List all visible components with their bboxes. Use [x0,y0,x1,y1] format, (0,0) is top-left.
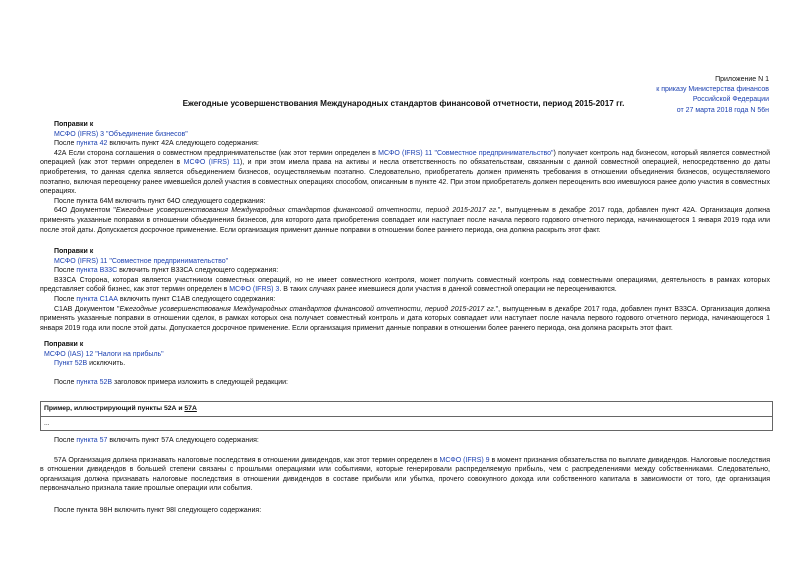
example-table-body: ... [44,420,50,427]
ifrs11-std-link[interactable]: МСФО (IFRS) 11 "Совместное предпринимательство" [54,257,229,265]
order-link[interactable]: к приказу Министерства финансов [656,86,769,94]
ifrs11-link[interactable]: МСФО (IFRS) 11 "Совместное предпринимательство" [378,149,554,157]
order-date-link[interactable]: от 27 марта 2018 года N 56н [676,106,769,114]
section-heading: Поправки к [44,341,84,348]
instruction-delete-52b: Пункт 52В исключить. [54,360,126,368]
instruction-example-title: После пункта 52В заголовок примера изложить в следующей редакции: [54,378,288,386]
instruction-64o: После пункта 64М включить пункт 64О следующего содержания: [54,197,266,205]
para-c1aa-link[interactable]: пункта С1АА [76,295,118,303]
para-52b-link[interactable]: Пункт 52В [54,360,88,368]
instruction-42a: После пункта 42 включить пункт 42А следующего содержания: [54,140,259,148]
ifrs11-link-2[interactable]: МСФО (IFRS) 11 [183,159,240,167]
federation-link[interactable]: Российской Федерации [692,96,769,104]
ifrs3-link[interactable]: МСФО (IFRS) 3 "Объединение бизнесов" [54,130,188,138]
para-57-link[interactable]: пункта 57 [76,437,108,444]
section-heading: Поправки к [54,248,94,255]
paragraph-42a: 42А Если сторона соглашения о совместном предпринимательстве (как этот термин определен в МСФО (IFRS) 11 "Совместное предпринимательство") получает контроль над бизнесом, который является совместной операцией (как этот термин определен в МСФО (IFRS) 11), и при этом имела права на активы и несла ответственность по обязательствам, связанным с данной совместной операцией, непосредственно до даты приобретения, то данная сделка является объединением бизнесов, осуществляемым поэтапно. Следовательно, приобретатель должен применять требования в отношении объединения бизнесов, осуществляемого поэтапно, включая переоценку ранее имевшейся долей участия в совместных операциях способом, описанным в пункте 42. При этом приобретатель должен переоценить всю имевшуюся ранее долю участия в совместных операциях. [40,149,771,196]
para-b33c-link[interactable]: пункта В33С [76,267,118,275]
section-ias12-cont [40,436,770,516]
section-ifrs3 [40,120,770,235]
para-42-link[interactable]: пункта 42 [76,140,108,148]
paragraph-c1ab: С1АВ Документом "Ежегодные усовершенствования Международных стандартов финансовой отчетности, период 2015-2017 гг.", выпущенным в декабре 2017 года, добавлен пункт В33СА. Организация должна применять указанные поправки в отношении сделок, в рамках которых она получает совместный контроль и дата которых совпадает или наступает после начала первого годового отчетного периода, начинающегося 1 января 2019 года или после этой даты. Допускается досрочное применение. Если организация применит данные поправки в отношении более раннего периода, она должна раскрыть этот факт. [40,305,770,332]
appendix-header [656,75,769,116]
section-ias12 [40,340,770,387]
instruction-98i: После пункта 98Н включить пункт 98I следующего содержания: [54,506,262,514]
ias12-link[interactable]: МСФО (IAS) 12 "Налоги на прибыль" [44,350,164,358]
section-heading: Поправки к [54,121,94,128]
instruction-b33ca: После пункта В33С включить пункт В33СА следующего содержания: [54,267,279,275]
paragraph-64o: 64О Документом "Ежегодные усовершенствования Международных стандартов финансовой отчетности, период 2015-2017 гг.", выпущенным в декабре 2017 года, добавлен пункт 42А. Организация должна применять указанные поправки в отношении объединения бизнесов, для которого дата приобретения совпадает или наступает после начала первого годового отчетного периода, начинающегося 1 января 2019 года или после этой даты. Допускается досрочное применение. Если организация применит данные поправки в отношении более раннего периода, она должна раскрыть этот факт. [40,207,770,234]
para-52b-link-2[interactable]: пункта 52В [76,378,113,386]
section-ifrs11 [40,247,770,333]
example-table [40,401,773,431]
paragraph-b33ca: В33СА Сторона, которая является участником совместных операций, но не имеет совместного контроля, может получить совместный контроль над совместными операциями, деятельность в рамках которых представляет собой бизнес, как этот термин определен в МСФО (IFRS) 3. В таких случаях ранее имевшиеся доли участия в данной совместной операции не переоцениваются. [40,276,770,294]
example-table-header: Пример, иллюстрирующий пункты 52А и 57А [41,402,772,417]
ifrs9-link[interactable]: МСФО (IFRS) 9 [439,456,490,464]
instruction-57a: После пункта 57 включить пункт 57А следующего содержания: [54,437,259,444]
ifrs3-ref-link[interactable]: МСФО (IFRS) 3 [229,286,280,294]
instruction-c1ab: После пункта С1АА включить пункт С1АВ следующего содержания: [54,295,276,303]
paragraph-57a: 57А Организация должна признавать налоговые последствия в отношении дивидендов, как этот термин определен в МСФО (IFRS) 9 в момент признания обязательства по выплате дивидендов. Налоговые последствия в отношении дивидендов в большей степени связаны с прошлыми операциями или событиями, которые генерировали распределяемую прибыль, чем с распределениями между собственниками. Следовательно, организация должна признавать налоговые последствия в отношении дивидендов в составе прибыли или убытка, прочего совокупного дохода или собственного капитала в зависимости от того, где организация первоначально признала такие прошлые операции или события. [40,456,770,493]
document-title: Ежегодные усовершенствования Международных стандартов финансовой отчетности, период 2015-2017 гг. [182,99,625,108]
appendix-number: Приложение N 1 [715,76,769,83]
